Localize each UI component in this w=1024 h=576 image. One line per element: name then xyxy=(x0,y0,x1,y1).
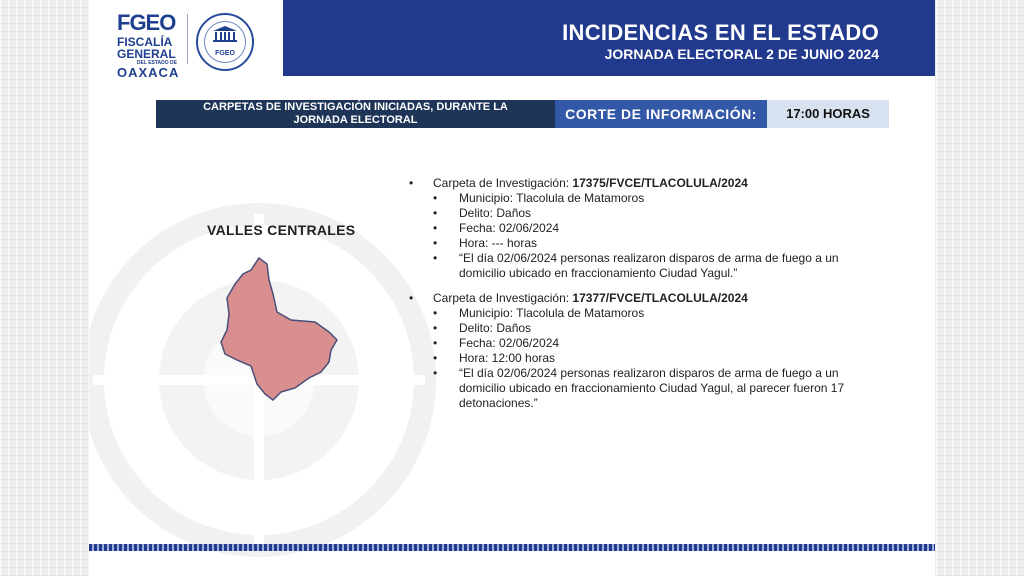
case-descripcion: • “El día 02/06/2024 personas realizaron disparos de arma de fuego a un domicilio ubicado en fraccionamiento Ciudad Yagul.” xyxy=(433,251,867,281)
region-label: VALLES CENTRALES xyxy=(207,222,356,238)
header-band xyxy=(283,0,935,76)
fgeo-seal-icon xyxy=(196,13,254,71)
tlacolula-shape xyxy=(221,258,337,400)
banner-hora-value: 17:00 HORAS xyxy=(767,100,889,128)
case-delito: • Delito: Daños xyxy=(433,321,867,336)
fgeo-logo xyxy=(89,0,283,80)
slide xyxy=(89,0,935,576)
logo-wordmark: FGEO xyxy=(117,10,176,35)
footer-stripe xyxy=(89,544,935,551)
logo-line-2: GENERAL xyxy=(117,47,176,61)
seal-label: FGEO xyxy=(215,50,235,57)
info-banner xyxy=(156,100,889,128)
case-header xyxy=(407,176,867,191)
banner-main-label xyxy=(156,100,555,128)
logo-line-4: OAXACA xyxy=(117,65,180,80)
page-subtitle: JORNADA ELECTORAL 2 DE JUNIO 2024 xyxy=(604,46,879,62)
case-municipio: • Municipio: Tlacolula de Matamoros xyxy=(433,191,867,206)
case-descripcion: • “El día 02/06/2024 personas realizaron disparos de arma de fuego a un domicilio ubicado en fraccionamiento Ciudad Yagul, al parecer fueron 17 detonaciones.” xyxy=(433,366,867,411)
cases-list xyxy=(407,176,867,421)
case-fecha: • Fecha: 02/06/2024 xyxy=(433,221,867,236)
logo-subtitle xyxy=(117,35,180,80)
case-number: 17375/FVCE/TLACOLULA/2024 xyxy=(572,176,748,190)
banner-main-line-1: CARPETAS DE INVESTIGACIÓN INICIADAS, DURANTE LA xyxy=(203,101,508,113)
case-item xyxy=(407,291,867,411)
case-header-label: Carpeta de Investigación: xyxy=(433,291,573,305)
case-municipio: • Municipio: Tlacolula de Matamoros xyxy=(433,306,867,321)
case-item xyxy=(407,176,867,281)
building-icon xyxy=(212,26,238,42)
case-fecha: • Fecha: 02/06/2024 xyxy=(433,336,867,351)
logo-line-3: DEL ESTADO DE xyxy=(136,60,177,66)
case-number: 17377/FVCE/TLACOLULA/2024 xyxy=(572,291,748,305)
case-header xyxy=(407,291,867,306)
page-title: INCIDENCIAS EN EL ESTADO xyxy=(562,20,879,45)
banner-corte-label: CORTE DE INFORMACIÓN: xyxy=(555,100,767,128)
logo-divider xyxy=(187,14,188,64)
logo-line-1: FISCALÍA xyxy=(117,35,173,49)
banner-main-line-2: JORNADA ELECTORAL xyxy=(293,114,418,126)
case-header-label: Carpeta de Investigación: xyxy=(433,176,573,190)
case-hora: • Hora: --- horas xyxy=(433,236,867,251)
municipality-map xyxy=(217,254,353,406)
case-delito: • Delito: Daños xyxy=(433,206,867,221)
case-hora: • Hora: 12:00 horas xyxy=(433,351,867,366)
